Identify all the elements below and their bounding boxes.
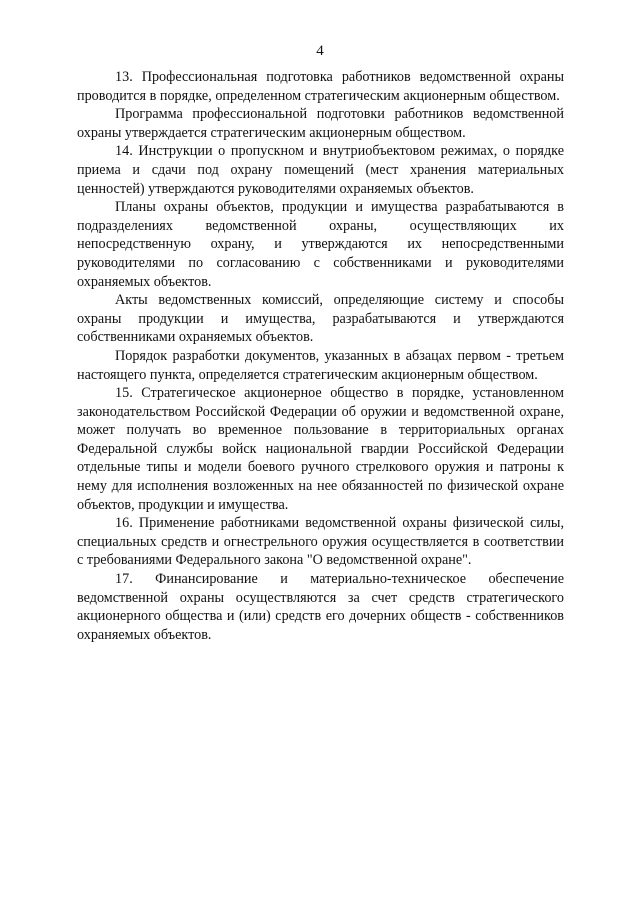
paragraph-14: 14. Инструкции о пропускном и внутриобъектовом режимах, о порядке приема и сдачи под охрану помещений (мест хранения материальных ценностей) утверждаются руководителями охраняемых объектов. (77, 143, 564, 197)
paragraph-13-program: Программа профессиональной подготовки работников ведомственной охраны утверждается стратегическим акционерным обществом. (77, 106, 564, 141)
paragraph-14-plans: Планы охраны объектов, продукции и имущества разрабатываются в подразделениях ведомственной охраны, осуществляющих их непосредственную охрану, и утверждаются их непосредственными руководителями по согласованию с собственниками и руководителями охраняемых объектов. (77, 199, 564, 290)
page-number: 4 (316, 43, 324, 59)
paragraph-15: 15. Стратегическое акционерное общество в порядке, установленном законодательством Российской Федерации об оружии и ведомственной охране, может получать во временное пользование в территориальных органах Федеральной службы войск национальной гвардии Российской Федерации отдельные типы и модели боевого ручного стрелкового оружия и патроны к нему для исполнения возложенных на нее обязанностей по физической охране объектов, продукции и имущества. (77, 385, 564, 513)
paragraph-14-acts: Акты ведомственных комиссий, определяющие систему и способы охраны продукции и имущества, разрабатываются и утверждаются собственниками охраняемых объектов. (77, 292, 564, 346)
document-body (77, 68, 564, 644)
paragraph-17: 17. Финансирование и материально-техническое обеспечение ведомственной охраны осуществляются за счет средств стратегического акционерного общества и (или) средств его дочерних обществ - собственников охраняемых объектов. (77, 571, 564, 643)
paragraph-13: 13. Профессиональная подготовка работников ведомственной охраны проводится в порядке, определенном стратегическим акционерным обществом. (77, 69, 564, 104)
paragraph-16: 16. Применение работниками ведомственной охраны физической силы, специальных средств и огнестрельного оружия осуществляется в соответствии с требованиями Федерального закона "О ведомственной охране". (77, 515, 564, 569)
paragraph-14-procedure: Порядок разработки документов, указанных в абзацах первом - третьем настоящего пункта, определяется стратегическим акционерным обществом. (77, 347, 564, 383)
